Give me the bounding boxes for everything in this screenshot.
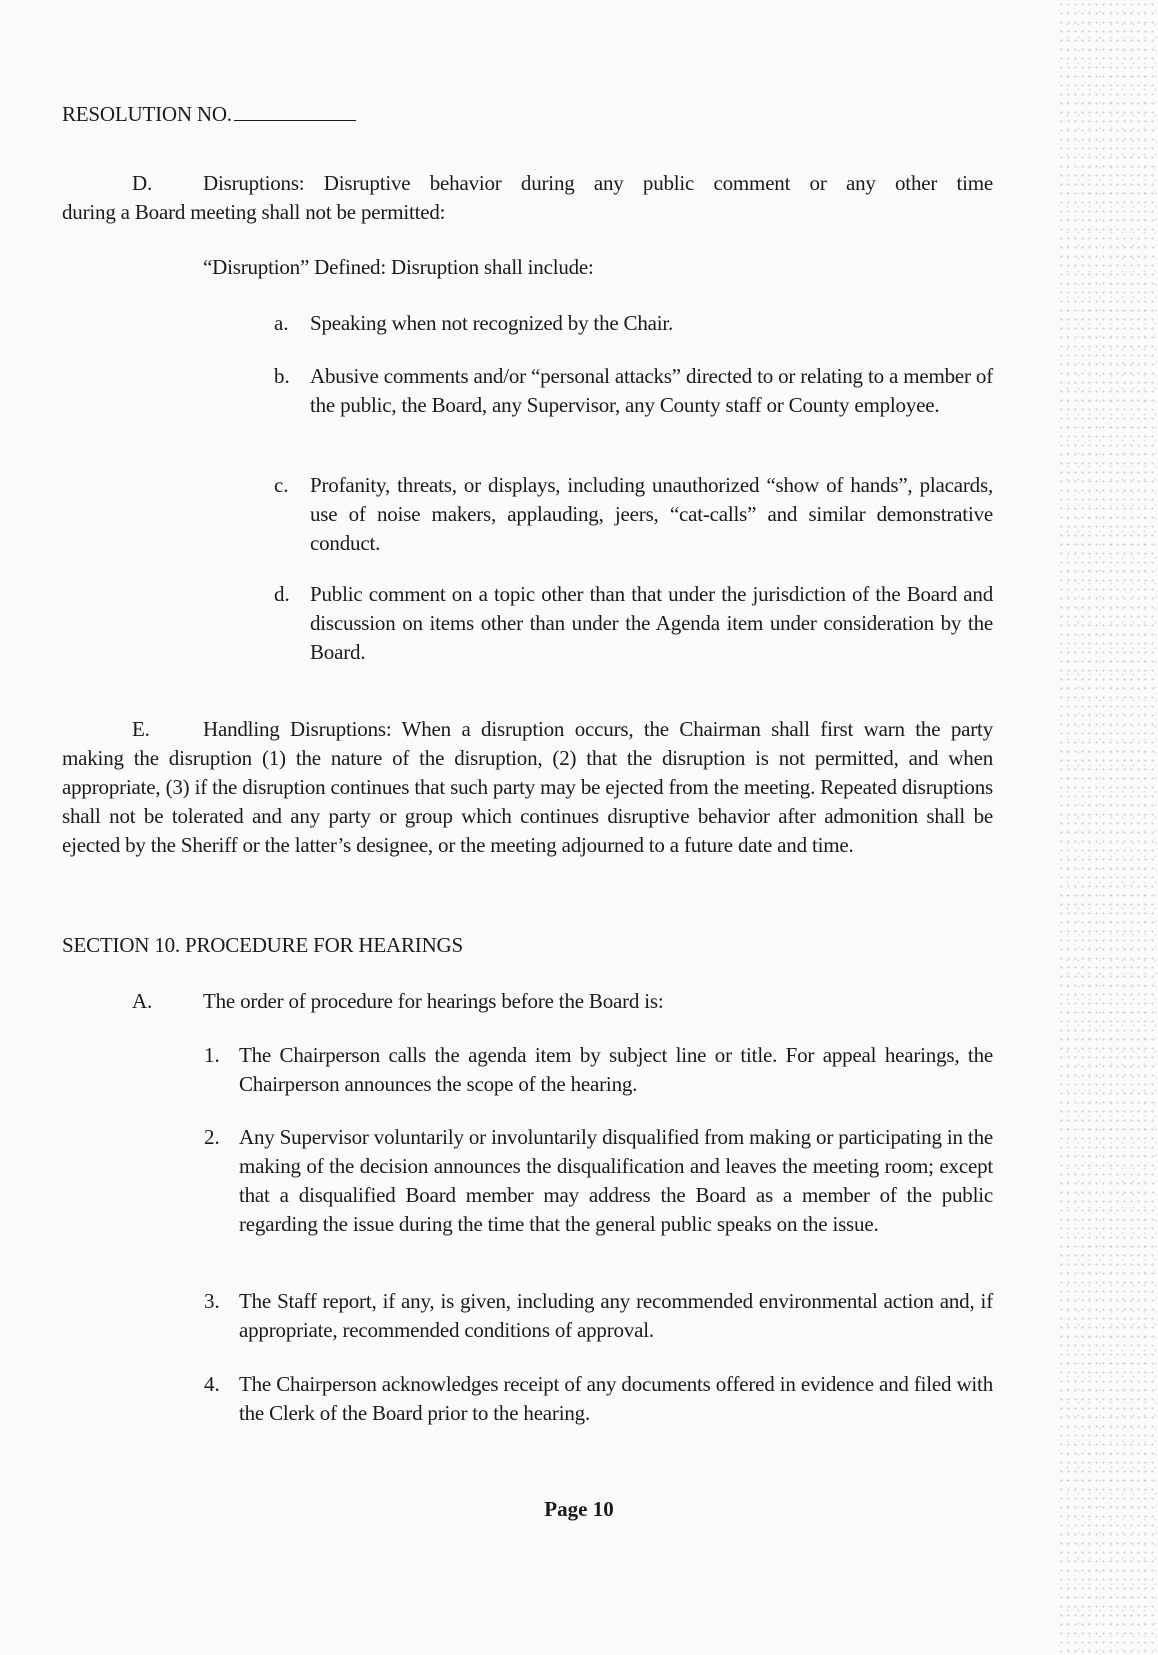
step-4-text: The Chairperson acknowledges receipt of any documents offered in evidence and filed with the Clerk of the Board prior to the hearing. (239, 1372, 993, 1425)
page-number: Page 10 (544, 1497, 614, 1521)
scan-noise-edge (1058, 0, 1158, 1655)
item-a-text: Speaking when not recognized by the Chair. (310, 311, 674, 335)
step-2-number: 2. (204, 1125, 220, 1149)
item-b-letter: b. (274, 364, 290, 388)
resolution-label: RESOLUTION NO. (62, 102, 232, 126)
item-c-text: Profanity, threats, or displays, including unauthorized “show of hands”, placards, use of noise makers, applauding, jeers, “cat-calls” and similar demonstrative conduct. (310, 473, 993, 555)
step-1-text: The Chairperson calls the agenda item by subject line or title. For appeal hearings, the Chairperson announces the scope of the hearing. (239, 1043, 993, 1096)
resolution-number-blank (234, 100, 356, 121)
section-d-text-line2: during a Board meeting shall not be permitted: (62, 200, 446, 224)
section-10-a-text: The order of procedure for hearings before the Board is: (203, 989, 664, 1013)
step-3-number: 3. (204, 1289, 220, 1313)
item-a-letter: a. (274, 311, 289, 335)
section-10-heading: SECTION 10. PROCEDURE FOR HEARINGS (62, 933, 463, 957)
step-2-text: Any Supervisor voluntarily or involuntarily disqualified from making or participating in the making of the decision announces the disqualification and leaves the meeting room; except that a disqualified Board member may address the Board as a member of the public regarding the issue during the time that the general public speaks on the issue. (239, 1125, 993, 1236)
section-e-letter: E. (132, 717, 150, 741)
resolution-header (62, 100, 356, 129)
section-e-text: Handling Disruptions: When a disruption occurs, the Chairman shall first warn the party making the disruption (1) the nature of the disruption, (2) that the disruption is not permitted, and when appropriate, (3) if the disruption continues that such party may be ejected from the meeting. Repeated disruptions shall not be tolerated and any party or group which continues disruptive behavior after admonition shall be ejected by the Sheriff or the latter’s designee, or the meeting adjourned to a future date and time. (62, 717, 993, 857)
item-b-text: Abusive comments and/or “personal attacks” directed to or relating to a member of the public, the Board, any Supervisor, any County staff or County employee. (310, 364, 993, 417)
step-3-text: The Staff report, if any, is given, including any recommended environmental action and, if appropriate, recommended conditions of approval. (239, 1289, 993, 1342)
section-10-a-letter: A. (132, 989, 153, 1013)
step-1-number: 1. (204, 1043, 220, 1067)
section-d-letter: D. (132, 171, 153, 195)
section-d-text-line1: Disruptions: Disruptive behavior during any public comment or any other time (203, 171, 993, 195)
disruption-defined: “Disruption” Defined: Disruption shall include: (203, 255, 594, 279)
item-d-letter: d. (274, 582, 290, 606)
item-d-text: Public comment on a topic other than that under the jurisdiction of the Board and discussion on items other than under the Agenda item under consideration by the Board. (310, 582, 993, 664)
item-c-letter: c. (274, 473, 289, 497)
step-4-number: 4. (204, 1372, 220, 1396)
